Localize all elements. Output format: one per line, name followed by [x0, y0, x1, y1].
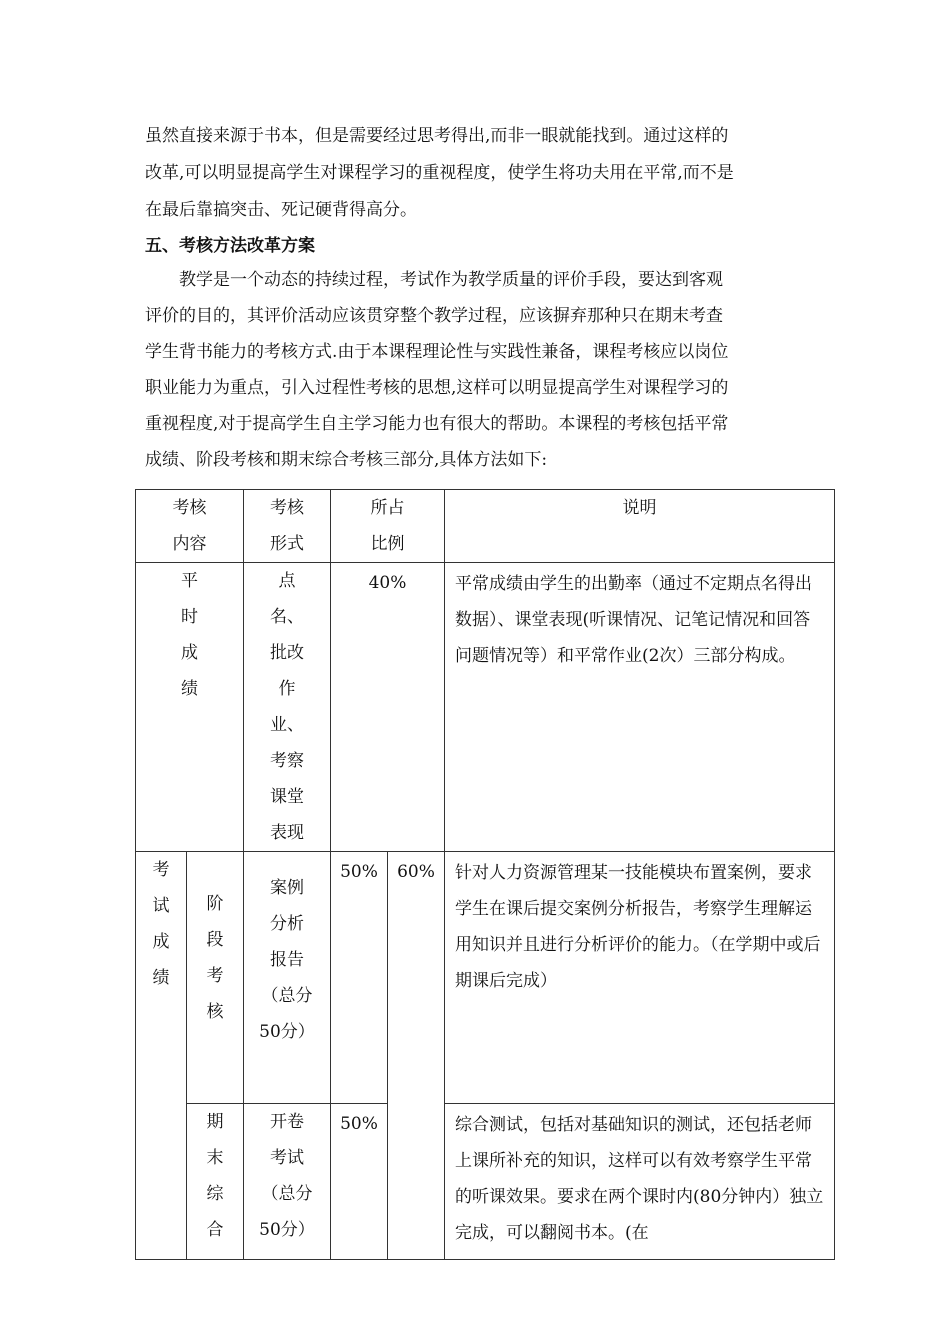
text-line: 虽然直接来源于书本，但是需要经过思考得出,而非一眼就能找到。通过这样的: [145, 126, 729, 146]
header-form: 考核 形式: [244, 490, 331, 563]
text-line: 职业能力为重点，引入过程性考核的思想,这样可以明显提高学生对课程学习的: [145, 378, 729, 398]
text-line: 重视程度,对于提高学生自主学习能力也有很大的帮助。本课程的考核包括平常: [145, 414, 729, 434]
text-line: 改革,可以明显提高学生对课程学习的重视程度，使学生将功夫用在平常,而不是: [145, 163, 734, 183]
table-row: [136, 852, 835, 1104]
cell-desc: 平常成绩由学生的出勤率（通过不定期点名得出数据）、课堂表现(听课情况、记笔记情况和回答问题情况等）和平常作业(2次）三部分构成。: [445, 563, 835, 852]
section-heading: 五、考核方法改革方案: [145, 236, 315, 256]
cell-content: 平 时 成 绩: [136, 563, 244, 852]
assessment-table: [135, 489, 835, 1260]
cell-form: 开卷 考试 （总分 50分）: [244, 1104, 331, 1260]
cell-desc: 综合测试，包括对基础知识的测试，还包括老师上课所补充的知识，这样可以有效考察学生平常的听课效果。要求在两个课时内(80分钟内）独立完成，可以翻阅书本。(在: [445, 1104, 835, 1260]
header-ratio: 所占 比例: [331, 490, 445, 563]
cell-content: 阶 段 考 核: [187, 852, 244, 1104]
table-row: [136, 563, 835, 852]
paragraph-reform: [145, 262, 815, 478]
cell-form: 案例 分析 报告 （总分 50分）: [244, 852, 331, 1104]
table-header-row: [136, 490, 835, 563]
header-desc: 说明: [445, 490, 835, 563]
paragraph-intro: [145, 118, 815, 229]
cell-exam-ratio: 60%: [388, 852, 445, 1260]
cell-exam-label: 考 试 成 绩: [136, 852, 187, 1260]
text-line: 在最后靠搞突击、死记硬背得高分。: [145, 200, 417, 220]
table-row: [136, 1104, 835, 1260]
cell-desc: 针对人力资源管理某一技能模块布置案例，要求学生在课后提交案例分析报告，考察学生理解运用知识并且进行分析评价的能力。（在学期中或后期课后完成）: [445, 852, 835, 1104]
cell-ratio: 50%: [331, 1104, 388, 1260]
cell-content: 期 末 综 合: [187, 1104, 244, 1260]
cell-ratio: 50%: [331, 852, 388, 1104]
cell-ratio: 40%: [331, 563, 445, 852]
text-line: 教学是一个动态的持续过程，考试作为教学质量的评价手段，要达到客观: [179, 270, 723, 290]
text-line: 评价的目的，其评价活动应该贯穿整个教学过程，应该摒弃那种只在期末考查: [145, 306, 723, 326]
text-line: 学生背书能力的考核方式.由于本课程理论性与实践性兼备，课程考核应以岗位: [145, 342, 729, 362]
cell-form: 点 名、 批改 作 业、 考察 课堂 表现: [244, 563, 331, 852]
header-content: 考核 内容: [136, 490, 244, 563]
text-line: 成绩、阶段考核和期末综合考核三部分,具体方法如下:: [145, 450, 548, 470]
